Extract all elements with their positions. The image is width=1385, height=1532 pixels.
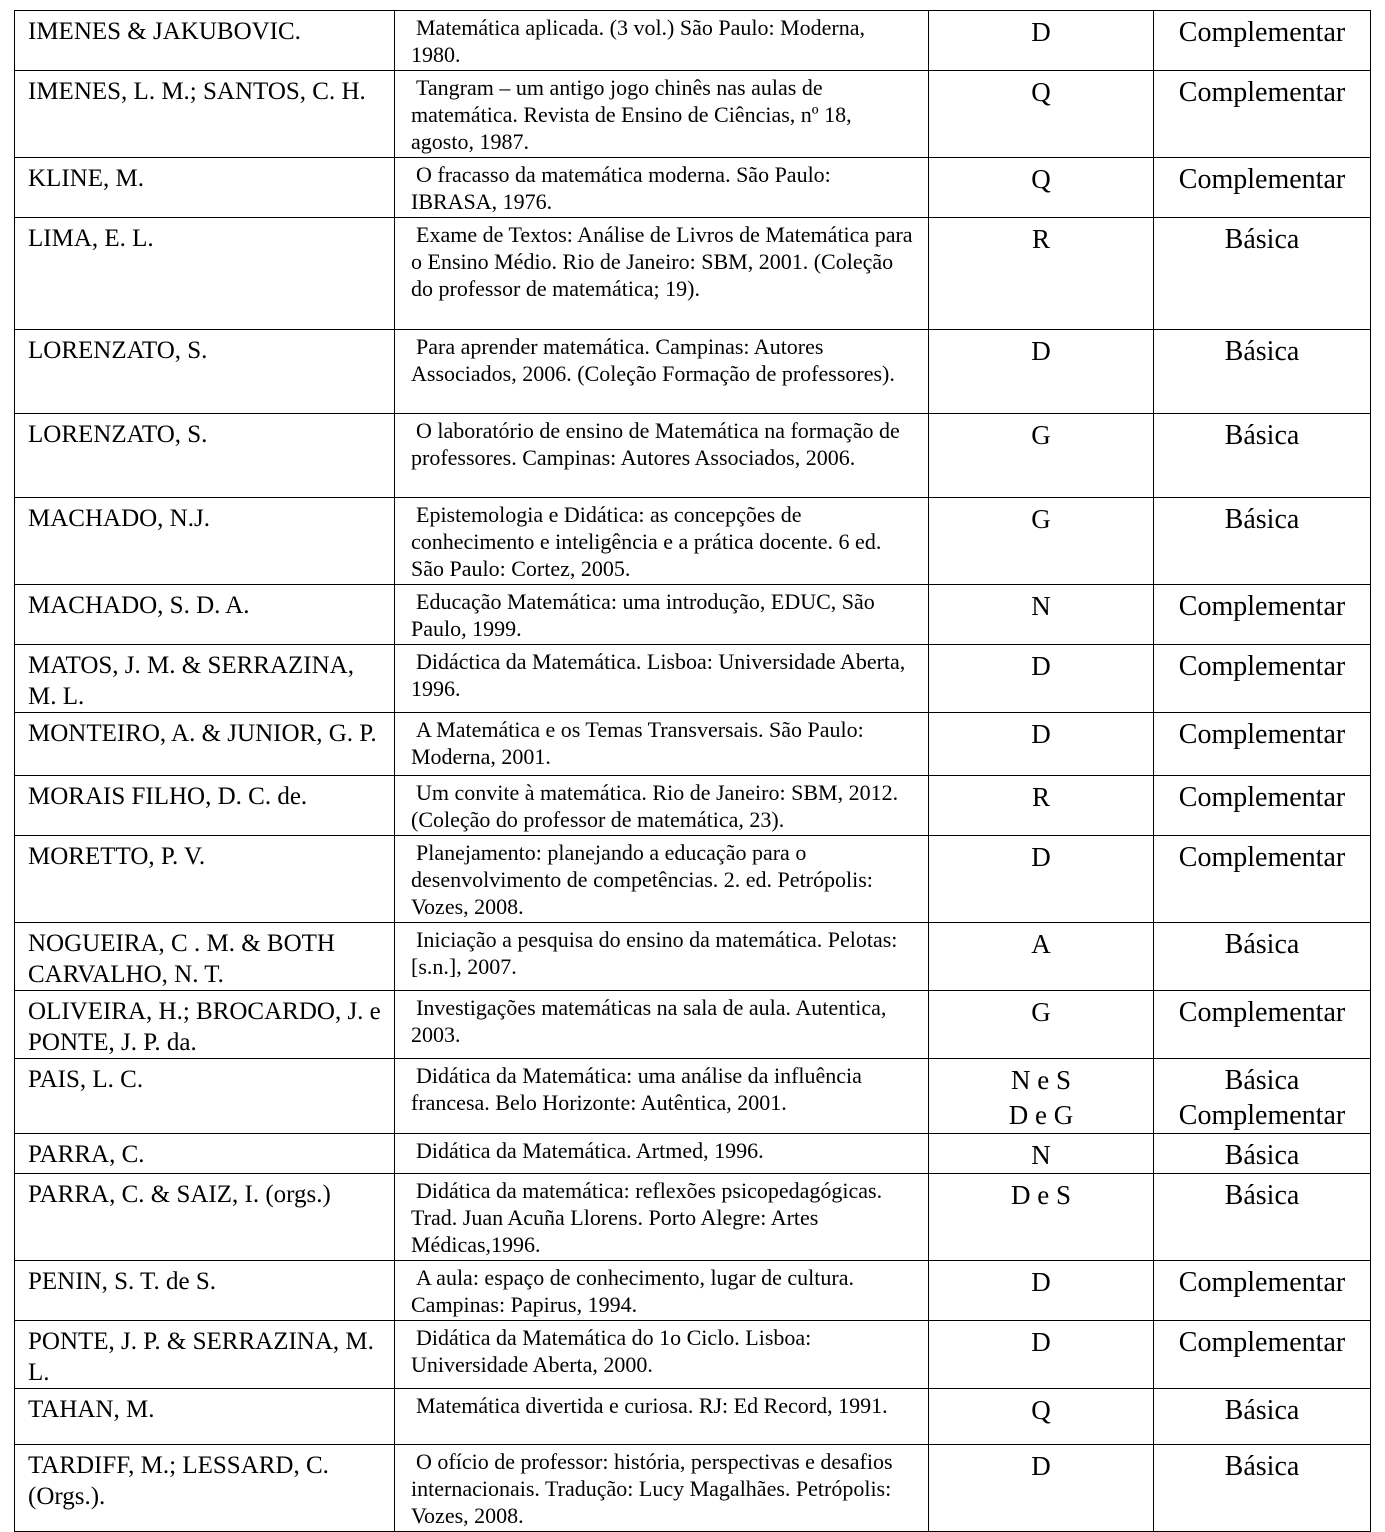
- author-cell: NOGUEIRA, C . M. & BOTH CARVALHO, N. T.: [15, 923, 395, 991]
- code-cell: D e S: [929, 1174, 1154, 1261]
- title-cell: Investigações matemáticas na sala de aula. Autentica, 2003.: [395, 991, 929, 1059]
- code-cell: D: [929, 713, 1154, 776]
- table-row: [15, 1134, 1371, 1174]
- author-cell: PONTE, J. P. & SERRAZINA, M. L.: [15, 1321, 395, 1389]
- code-cell: D: [929, 1445, 1154, 1532]
- type-cell: Básica: [1154, 1389, 1371, 1445]
- title-cell: Epistemologia e Didática: as concepções de conhecimento e inteligência e a prática docente. 6 ed. São Paulo: Cortez, 2005.: [395, 498, 929, 585]
- code-cell: A: [929, 923, 1154, 991]
- table-row: [15, 1261, 1371, 1321]
- title-cell: A aula: espaço de conhecimento, lugar de cultura. Campinas: Papirus, 1994.: [395, 1261, 929, 1321]
- title-cell: O ofício de professor: história, perspectivas e desafios internacionais. Tradução: Lucy Magalhães. Petrópolis: Vozes, 2008.: [395, 1445, 929, 1532]
- code-cell: G: [929, 414, 1154, 498]
- table-row: [15, 1321, 1371, 1389]
- type-cell: Complementar: [1154, 713, 1371, 776]
- author-cell: MORETTO, P. V.: [15, 836, 395, 923]
- table-row: [15, 11, 1371, 71]
- type-cell: Complementar: [1154, 1261, 1371, 1321]
- author-cell: PARRA, C. & SAIZ, I. (orgs.): [15, 1174, 395, 1261]
- title-cell: Planejamento: planejando a educação para o desenvolvimento de competências. 2. ed. Petrópolis: Vozes, 2008.: [395, 836, 929, 923]
- type-cell: Básica: [1154, 1134, 1371, 1174]
- type-line: Básica: [1224, 1065, 1300, 1096]
- table-row: [15, 414, 1371, 498]
- author-cell: TARDIFF, M.; LESSARD, C. (Orgs.).: [15, 1445, 395, 1532]
- title-cell: Iniciação a pesquisa do ensino da matemática. Pelotas: [s.n.], 2007.: [395, 923, 929, 991]
- author-cell: KLINE, M.: [15, 158, 395, 218]
- code-cell: D: [929, 836, 1154, 923]
- bibliography-table: [14, 10, 1371, 1532]
- table-row: [15, 1174, 1371, 1261]
- author-cell: IMENES, L. M.; SANTOS, C. H.: [15, 71, 395, 158]
- title-cell: Didáctica da Matemática. Lisboa: Universidade Aberta, 1996.: [395, 645, 929, 713]
- type-cell: Complementar: [1154, 158, 1371, 218]
- code-cell: D: [929, 11, 1154, 71]
- type-cell: Complementar: [1154, 1321, 1371, 1389]
- code-cell: N: [929, 585, 1154, 645]
- table-row: [15, 836, 1371, 923]
- title-cell: Didática da matemática: reflexões psicopedagógicas. Trad. Juan Acuña Llorens. Porto Alegre: Artes Médicas,1996.: [395, 1174, 929, 1261]
- author-cell: MONTEIRO, A. & JUNIOR, G. P.: [15, 713, 395, 776]
- title-cell: Para aprender matemática. Campinas: Autores Associados, 2006. (Coleção Formação de professores).: [395, 330, 929, 414]
- code-cell: Q: [929, 158, 1154, 218]
- author-cell: IMENES & JAKUBOVIC.: [15, 11, 395, 71]
- title-cell: O fracasso da matemática moderna. São Paulo: IBRASA, 1976.: [395, 158, 929, 218]
- code-line: N e S: [1011, 1065, 1071, 1095]
- code-cell: [929, 1059, 1154, 1134]
- table-row: [15, 330, 1371, 414]
- author-cell: PARRA, C.: [15, 1134, 395, 1174]
- title-cell: A Matemática e os Temas Transversais. São Paulo: Moderna, 2001.: [395, 713, 929, 776]
- table-row: [15, 498, 1371, 585]
- code-cell: D: [929, 1261, 1154, 1321]
- title-cell: Matemática divertida e curiosa. RJ: Ed Record, 1991.: [395, 1389, 929, 1445]
- code-cell: N: [929, 1134, 1154, 1174]
- code-cell: D: [929, 645, 1154, 713]
- type-line: Complementar: [1178, 1100, 1346, 1131]
- author-cell: PENIN, S. T. de S.: [15, 1261, 395, 1321]
- table-row: [15, 585, 1371, 645]
- author-cell: MATOS, J. M. & SERRAZINA, M. L.: [15, 645, 395, 713]
- code-cell: D: [929, 1321, 1154, 1389]
- type-cell: Básica: [1154, 923, 1371, 991]
- author-cell: PAIS, L. C.: [15, 1059, 395, 1134]
- title-cell: Didática da Matemática do 1o Ciclo. Lisboa: Universidade Aberta, 2000.: [395, 1321, 929, 1389]
- code-cell: R: [929, 776, 1154, 836]
- author-cell: OLIVEIRA, H.; BROCARDO, J. e PONTE, J. P. da.: [15, 991, 395, 1059]
- code-cell: D: [929, 330, 1154, 414]
- type-cell: Complementar: [1154, 836, 1371, 923]
- author-cell: MACHADO, S. D. A.: [15, 585, 395, 645]
- author-cell: LORENZATO, S.: [15, 330, 395, 414]
- type-cell: Complementar: [1154, 11, 1371, 71]
- type-cell: [1154, 1059, 1371, 1134]
- title-cell: Exame de Textos: Análise de Livros de Matemática para o Ensino Médio. Rio de Janeiro: SBM, 2001. (Coleção do professor de matemática; 19).: [395, 218, 929, 330]
- table-row: [15, 1389, 1371, 1445]
- code-cell: G: [929, 498, 1154, 585]
- title-cell: Didática da Matemática. Artmed, 1996.: [395, 1134, 929, 1174]
- title-cell: Tangram – um antigo jogo chinês nas aulas de matemática. Revista de Ensino de Ciências, nº 18, agosto, 1987.: [395, 71, 929, 158]
- bibliography-page: [14, 10, 1370, 1532]
- type-cell: Complementar: [1154, 71, 1371, 158]
- code-cell: Q: [929, 1389, 1154, 1445]
- table-row: [15, 923, 1371, 991]
- type-cell: Complementar: [1154, 776, 1371, 836]
- table-row: [15, 71, 1371, 158]
- type-cell: Básica: [1154, 218, 1371, 330]
- type-cell: Básica: [1154, 1174, 1371, 1261]
- code-cell: R: [929, 218, 1154, 330]
- table-row: [15, 218, 1371, 330]
- code-cell: Q: [929, 71, 1154, 158]
- table-row: [15, 645, 1371, 713]
- table-row: [15, 1445, 1371, 1532]
- type-cell: Complementar: [1154, 991, 1371, 1059]
- title-cell: Matemática aplicada. (3 vol.) São Paulo: Moderna, 1980.: [395, 11, 929, 71]
- table-row: [15, 1059, 1371, 1134]
- table-row: [15, 713, 1371, 776]
- author-cell: TAHAN, M.: [15, 1389, 395, 1445]
- title-cell: Didática da Matemática: uma análise da influência francesa. Belo Horizonte: Autêntica, 2001.: [395, 1059, 929, 1134]
- type-cell: Complementar: [1154, 585, 1371, 645]
- code-line: D e G: [1008, 1100, 1074, 1130]
- title-cell: Educação Matemática: uma introdução, EDUC, São Paulo, 1999.: [395, 585, 929, 645]
- type-cell: Básica: [1154, 498, 1371, 585]
- table-row: [15, 991, 1371, 1059]
- table-row: [15, 776, 1371, 836]
- title-cell: Um convite à matemática. Rio de Janeiro: SBM, 2012. (Coleção do professor de matemática, 23).: [395, 776, 929, 836]
- type-cell: Básica: [1154, 1445, 1371, 1532]
- code-cell: G: [929, 991, 1154, 1059]
- author-cell: MACHADO, N.J.: [15, 498, 395, 585]
- title-cell: O laboratório de ensino de Matemática na formação de professores. Campinas: Autores Associados, 2006.: [395, 414, 929, 498]
- author-cell: LORENZATO, S.: [15, 414, 395, 498]
- type-cell: Básica: [1154, 330, 1371, 414]
- type-cell: Básica: [1154, 414, 1371, 498]
- table-row: [15, 158, 1371, 218]
- type-cell: Complementar: [1154, 645, 1371, 713]
- author-cell: LIMA, E. L.: [15, 218, 395, 330]
- author-cell: MORAIS FILHO, D. C. de.: [15, 776, 395, 836]
